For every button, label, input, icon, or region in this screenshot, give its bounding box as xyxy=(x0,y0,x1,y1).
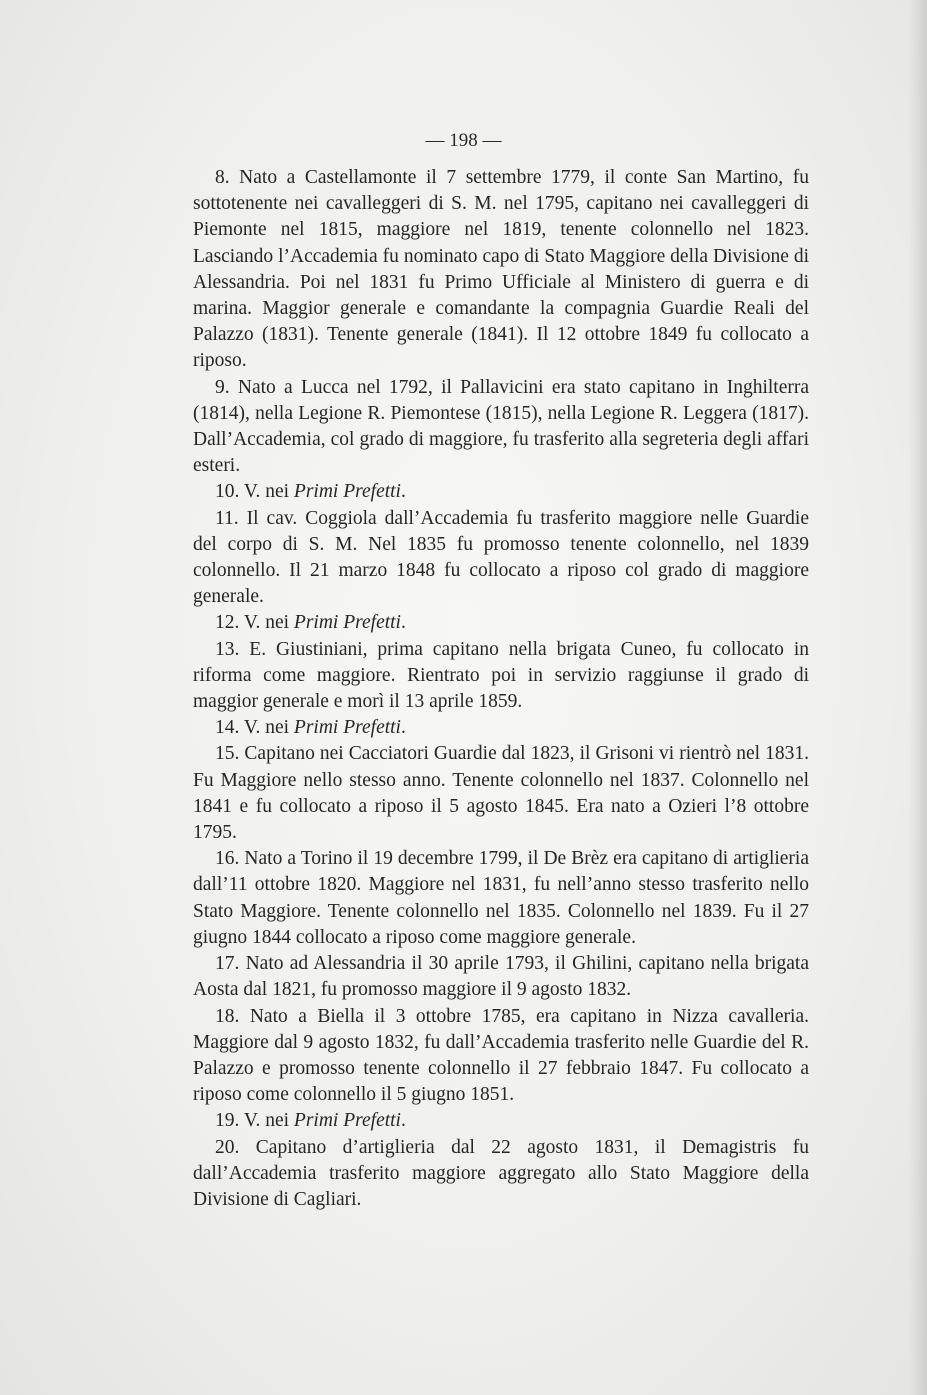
note-10-prefix: 10. V. nei xyxy=(215,481,294,503)
note-12-prefix: 12. V. nei xyxy=(215,612,294,634)
note-11: 11. Il cav. Coggiola dall’Accademia fu trasferito maggiore nelle Guardie del corpo di S. M. Nel 1835 fu promosso tenente colonnello, nel 1839 colonnello. Il 21 marzo 1848 fu collocato a riposo col grado di maggiore generale. xyxy=(193,507,809,608)
note-12 xyxy=(193,610,809,636)
note-8: 8. Nato a Castellamonte il 7 settembre 1779, il conte San Martino, fu sottotenente nei cavalleggeri di S. M. nel 1795, capitano nei cavalleggeri di Piemonte nel 1815, maggiore nel 1819, tenente colonnello nel 1823. Lasciando l’Accademia fu nominato capo di Stato Maggiore della Divisione di Alessandria. Poi nel 1831 fu Primo Ufficiale al Ministero di guerra e di marina. Maggior generale e comandante la compagnia Guardie Reali del Palazzo (1831). Tenente generale (1841). Il 12 ottobre 1849 fu collocato a riposo. xyxy=(193,167,809,372)
note-19-prefix: 19. V. nei xyxy=(215,1110,294,1132)
footnotes-text xyxy=(193,165,809,1213)
note-19-suffix: . xyxy=(400,1110,406,1132)
note-14 xyxy=(193,715,809,741)
note-16: 16. Nato a Torino il 19 decembre 1799, il De Brèz era capitano di artiglieria dall’11 ottobre 1820. Maggiore nel 1831, fu nell’anno stesso trasferito nello Stato Maggiore. Tenente colonnello nel 1835. Colonnello nel 1839. Fu il 27 giugno 1844 collocato a riposo come maggiore generale. xyxy=(193,848,809,948)
note-18: 18. Nato a Biella il 3 ottobre 1785, era capitano in Nizza cavalleria. Maggiore dal 9 agosto 1832, fu dall’Accademia trasferito nelle Guardie del R. Palazzo e promosso tenente colonnello il 27 febbraio 1847. Fu collocato a riposo come colonnello il 5 giugno 1851. xyxy=(193,1005,809,1106)
note-14-suffix: . xyxy=(400,717,406,739)
page-number: — 198 — xyxy=(425,130,502,151)
note-20: 20. Capitano d’artiglieria dal 22 agosto 1831, il Demagistris fu dall’Accademia trasferito maggiore aggregato allo Stato Maggiore della Divisione di Cagliari. xyxy=(193,1136,809,1210)
note-14-prefix: 14. V. nei xyxy=(215,717,294,739)
note-13: 13. E. Giustiniani, prima capitano nella brigata Cuneo, fu collocato in riforma come maggiore. Rientrato poi in servizio raggiunse il grado di maggior generale e morì il 13 aprile 1859. xyxy=(193,638,809,713)
note-10-italic: Primi Prefetti xyxy=(293,481,401,503)
note-12-suffix: . xyxy=(400,612,406,634)
note-17: 17. Nato ad Alessandria il 30 aprile 1793, il Ghilini, capitano nella brigata Aosta dal 1821, fu promosso maggiore il 9 agosto 1832. xyxy=(193,953,809,1001)
page-edge-shadow xyxy=(909,0,927,1395)
note-14-italic: Primi Prefetti xyxy=(293,717,401,739)
note-19-italic: Primi Prefetti xyxy=(293,1110,401,1132)
note-10-suffix: . xyxy=(400,481,406,503)
note-10 xyxy=(193,479,809,505)
note-19 xyxy=(193,1108,809,1134)
note-12-italic: Primi Prefetti xyxy=(293,612,401,634)
note-9: 9. Nato a Lucca nel 1792, il Pallavicini era stato capitano in Inghilterra (1814), nella Legione R. Piemontese (1815), nella Legione R. Leggera (1817). Dall’Accademia, col grado di maggiore, fu trasferito alla segreteria degli affari esteri. xyxy=(193,376,809,477)
note-15: 15. Capitano nei Cacciatori Guardie dal 1823, il Grisoni vi rientrò nel 1831. Fu Maggiore nello stesso anno. Tenente colonnello nel 1837. Colonnello nel 1841 e fu collocato a riposo il 5 agosto 1845. Era nato a Ozieri l’8 ottobre 1795. xyxy=(193,743,809,844)
